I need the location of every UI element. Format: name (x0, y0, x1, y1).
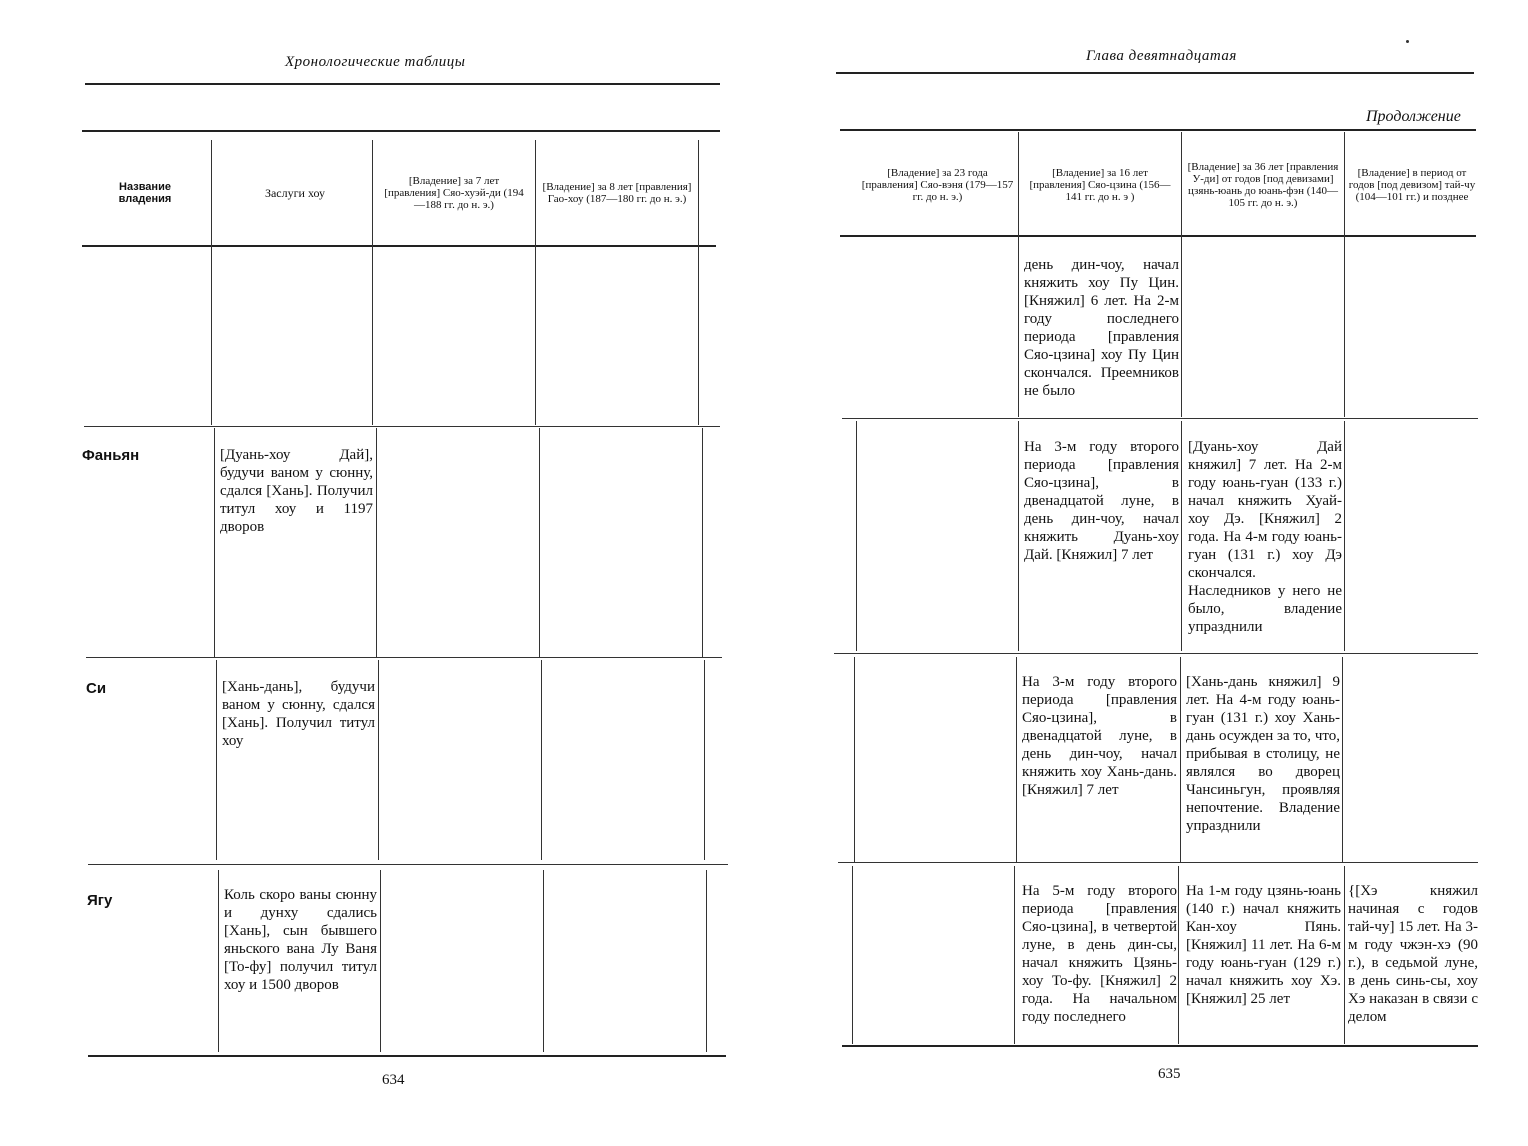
col-divider (535, 140, 536, 425)
cell-r3-c2: На 3-м году второго периода [правления Сяо-цзина], в двенадцатой луне, в день дин-чоу, начал княжить хоу Хань-дань. [Княжил] 7 лет (1022, 674, 1177, 798)
cell-r1-c2: день дин-чоу, начал княжить хоу Пу Цин. [Княжил] 6 лет. На 2-м году последнего периода [правления Сяо-цзина] хоу Пу Цин скончался. Преемников не было (1024, 257, 1179, 399)
header-bottom-rule-right (840, 235, 1476, 237)
col-divider (1180, 657, 1181, 862)
col-divider (702, 428, 703, 658)
header-xiao-wen: [Владение] за 23 года [правления] Сяо-вэня (179—157 гг. до н. э.) (861, 167, 1014, 203)
head-rule-right (836, 72, 1474, 74)
row-rule (88, 864, 728, 865)
cell-r4-c3: На 1-м году цзянь-юань (140 г.) начал княжить Кан-хоу Пянь. [Княжил] 11 лет. На 6-м году юань-гуан (129 г.) начал княжить хоу Хэ. [Княжил] 25 лет (1186, 883, 1341, 1007)
cell-r3-c3: [Хань-дань княжил] 9 лет. На 4-м году юань-гуан (131 г.) хоу Хань-дань осужден за то, что, прибывая в столицу, не являлся во дворец Чансиньгун, проявляя непочтение. Владение упразднили (1186, 674, 1340, 834)
col-divider (1016, 657, 1017, 862)
table-bottom-rule-left (88, 1055, 726, 1057)
header-merits: Заслуги хоу (264, 185, 326, 200)
col-divider (1344, 421, 1345, 651)
col-divider (706, 870, 707, 1052)
row-rule (838, 862, 1478, 863)
col-divider (704, 660, 705, 860)
table-top-rule-right (840, 129, 1476, 131)
row-name-fanyan: Фаньян (82, 447, 140, 464)
col-divider (854, 657, 855, 862)
row-name-si: Си (86, 680, 107, 697)
col-divider (218, 870, 219, 1052)
header-tai-chu: [Владение] в период от годов [под девизом] тай-чу (104—101 гг.) и позднее (1348, 167, 1476, 203)
col-divider (852, 866, 853, 1044)
col-divider (216, 660, 217, 860)
merits-fanyan: [Дуань-хоу Дай], будучи ваном у сюнну, сдался [Хань]. Получил титул хоу и 1197 дворов (220, 447, 373, 535)
table-top-rule-left (82, 130, 720, 132)
col-divider (1181, 132, 1182, 417)
header-domain-name: Название владения (118, 180, 172, 205)
row-rule (84, 426, 720, 427)
col-divider (698, 140, 699, 425)
head-rule-left (85, 83, 720, 85)
row-name-yagu: Ягу (87, 892, 113, 909)
cell-r2-c3: [Дуань-хоу Дай княжил] 7 лет. На 2-м году юань-гуан (133 г.) начал княжить Хуай-хоу Дэ. [Княжил] 2 года. На 4-м году юань-гуан (131 г.) хоу Дэ скончался. Наследников у него не было, владение упразднили (1188, 439, 1342, 635)
col-divider (378, 660, 379, 860)
col-divider (211, 140, 212, 425)
col-divider (1342, 657, 1343, 862)
header-xiao-jing: [Владение] за 16 лет [правления] Сяо-цзина (156—141 гг. до н. э ) (1029, 167, 1171, 203)
cell-r2-c2: На 3-м году второго периода [правления Сяо-цзина], в двенадцатой луне, в день дин-чоу, начал княжить Дуань-хоу Дай. [Княжил] 7 лет (1024, 439, 1179, 563)
col-divider (376, 428, 377, 658)
col-divider (1181, 421, 1182, 651)
col-divider (543, 870, 544, 1052)
merits-yagu: Коль скоро ваны сюнну и дунху сдались [Хань], сын бывшего яньского вана Лу Ваня [То-фу] получил титул хоу и 1500 дворов (224, 887, 377, 993)
right-page (760, 0, 1528, 1146)
cell-r4-c2: На 5-м году второго периода [правления Сяо-цзина], в четвертой луне, в день дин-сы, начал княжить Цзянь-хоу То-фу. [Княжил] 2 года. На начальном году последнего (1022, 883, 1177, 1025)
page-number-right: 635 (1158, 1066, 1181, 1082)
header-xiao-hui-di: [Владение] за 7 лет [правления] Сяо-хуэй-ди (194—188 гг. до н. э.) (384, 174, 524, 211)
header-gao-hou: [Владение] за 8 лет [правления] Гао-хоу (187—180 гг. до н. э.) (542, 180, 692, 205)
col-divider (856, 421, 857, 651)
table-bottom-rule-right (842, 1045, 1478, 1047)
col-divider (1178, 866, 1179, 1044)
speck (1406, 40, 1409, 43)
col-divider (214, 428, 215, 658)
col-divider (1018, 132, 1019, 417)
cell-r4-c4: {[Хэ княжил начиная с годов тай-чу] 15 лет. На 3-м году чжэн-хэ (90 г.), в седьмой луне, в день синь-сы, хоу Хэ наказан в связи с делом (1348, 883, 1478, 1025)
col-divider (1344, 132, 1345, 417)
running-head-right: Глава девятнадцатая (1086, 48, 1237, 64)
col-divider (539, 428, 540, 658)
left-page (0, 0, 760, 1146)
row-rule (834, 653, 1478, 654)
running-head-left: Хронологические таблицы (285, 54, 466, 70)
col-divider (1344, 866, 1345, 1044)
header-wu-di: [Владение] за 36 лет [правления У-ди] от годов [под девизами] цзянь-юань до юань-фэн (140—105 гг. до н. э.) (1187, 161, 1339, 209)
merits-si: [Хань-дань], будучи ваном у сюнну, сдался [Хань]. Получил титул хоу (222, 679, 375, 749)
row-rule (842, 418, 1478, 419)
col-divider (372, 140, 373, 425)
header-bottom-rule-left (82, 245, 716, 247)
page-number-left: 634 (382, 1072, 405, 1088)
col-divider (1018, 421, 1019, 651)
col-divider (380, 870, 381, 1052)
col-divider (541, 660, 542, 860)
row-rule (86, 657, 722, 658)
continued-label: Продолжение (1366, 108, 1461, 125)
col-divider (1014, 866, 1015, 1044)
